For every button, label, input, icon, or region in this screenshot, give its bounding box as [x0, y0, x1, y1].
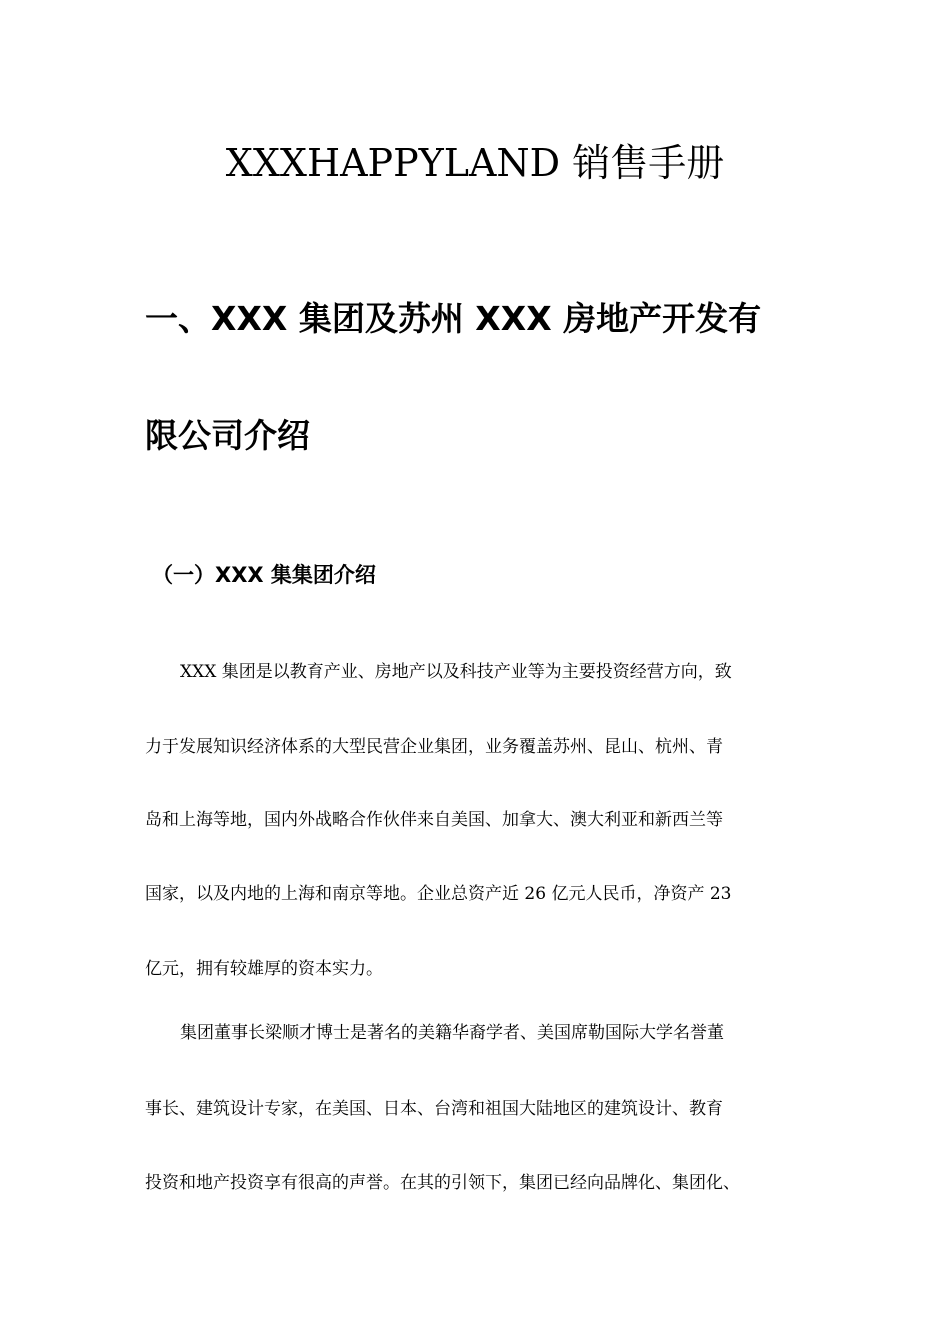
paragraph-line: XXX 集团是以教育产业、房地产以及科技产业等为主要投资经营方向，致	[180, 662, 732, 682]
section-heading-line-1: 一、XXX 集团及苏州 XXX 房地产开发有	[145, 299, 762, 338]
document-title: XXXHAPPYLAND 销售手册	[225, 141, 725, 185]
section-heading-line-2: 限公司介绍	[145, 416, 310, 455]
paragraph-line: 力于发展知识经济体系的大型民营企业集团，业务覆盖苏州、昆山、杭州、青	[145, 737, 723, 757]
subsection-heading: （一）XXX 集集团介绍	[152, 563, 376, 587]
paragraph-line: 岛和上海等地，国内外战略合作伙伴来自美国、加拿大、澳大利亚和新西兰等	[145, 810, 723, 830]
paragraph-line: 国家，以及内地的上海和南京等地。企业总资产近 26 亿元人民币，净资产 23	[145, 884, 732, 904]
paragraph-line: 亿元，拥有较雄厚的资本实力。	[145, 959, 383, 979]
paragraph-line: 集团董事长梁顺才博士是著名的美籍华裔学者、美国席勒国际大学名誉董	[180, 1023, 724, 1043]
paragraph-line: 事长、建筑设计专家，在美国、日本、台湾和祖国大陆地区的建筑设计、教育	[145, 1099, 723, 1119]
paragraph-line: 投资和地产投资享有很高的声誉。在其的引领下，集团已经向品牌化、集团化、	[145, 1173, 740, 1193]
